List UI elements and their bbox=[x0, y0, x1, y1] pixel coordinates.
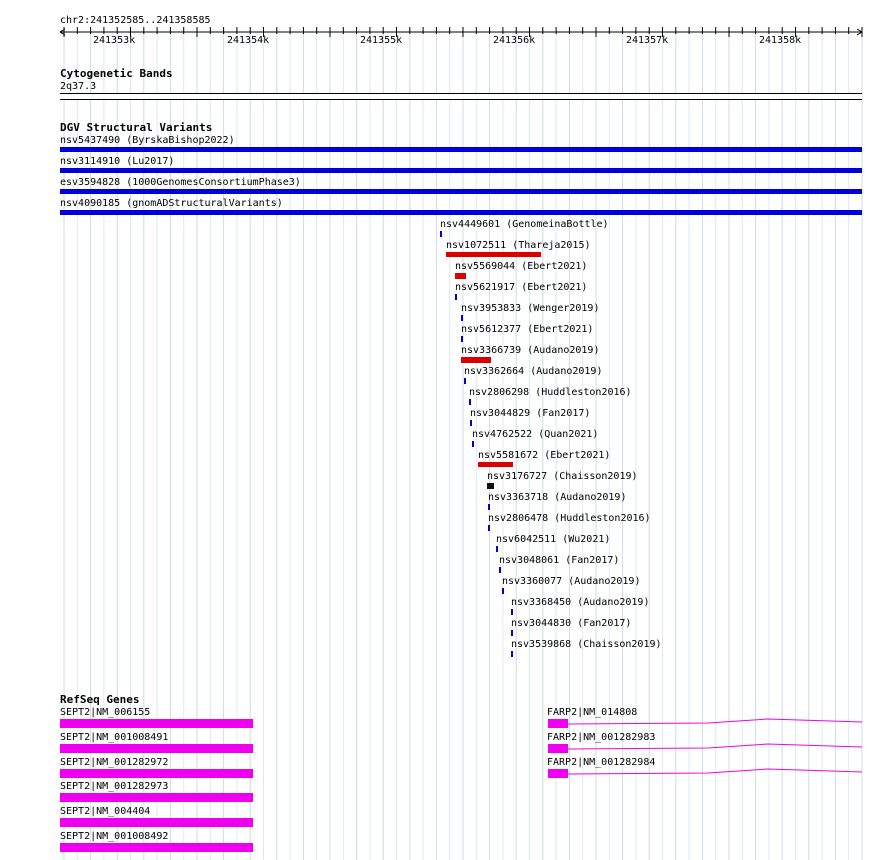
dgv-feature-label: esv3594828 (1000GenomesConsortiumPhase3) bbox=[60, 177, 301, 188]
dgv-feature-bar[interactable] bbox=[455, 294, 457, 300]
dgv-feature-bar[interactable] bbox=[60, 168, 862, 173]
dgv-feature-bar[interactable] bbox=[478, 462, 513, 467]
dgv-feature-bar[interactable] bbox=[60, 210, 862, 215]
dgv-feature-label: nsv5621917 (Ebert2021) bbox=[455, 282, 588, 293]
ruler-tick-label: 241354k bbox=[227, 35, 270, 46]
dgv-feature-bar[interactable] bbox=[472, 441, 474, 447]
dgv-feature-bar[interactable] bbox=[446, 252, 541, 257]
dgv-feature-label: nsv5437490 (ByrskaBishop2022) bbox=[60, 135, 235, 146]
refseq-gene-label: FARP2|NM_001282983 bbox=[547, 732, 656, 743]
dgv-feature-label: nsv3044830 (Fan2017) bbox=[511, 618, 632, 629]
dgv-feature-bar[interactable] bbox=[464, 378, 466, 384]
refseq-gene-label: SEPT2|NM_001008492 bbox=[60, 831, 169, 842]
ruler-tick-label: 241358k bbox=[759, 35, 802, 46]
ruler-tick-label: 241357k bbox=[626, 35, 669, 46]
refseq-gene-label: FARP2|NM_014808 bbox=[547, 707, 638, 718]
refseq-gene-exon[interactable] bbox=[60, 793, 253, 802]
dgv-feature-bar[interactable] bbox=[511, 630, 513, 636]
dgv-feature-label: nsv4449601 (GenomeinaBottle) bbox=[440, 219, 609, 230]
dgv-feature-bar[interactable] bbox=[440, 231, 442, 237]
refseq-gene-label: FARP2|NM_001282984 bbox=[547, 757, 656, 768]
dgv-feature-bar[interactable] bbox=[488, 525, 490, 531]
dgv-feature-label: nsv3539868 (Chaisson2019) bbox=[511, 639, 662, 650]
dgv-feature-label: nsv6042511 (Wu2021) bbox=[496, 534, 611, 545]
dgv-feature-bar[interactable] bbox=[496, 546, 498, 552]
refseq-gene-exon[interactable] bbox=[60, 719, 253, 728]
refseq-gene-exon[interactable] bbox=[60, 769, 253, 778]
refseq-gene-label: SEPT2|NM_004404 bbox=[60, 806, 151, 818]
ruler-range-label: chr2:241352585..241358585 bbox=[60, 15, 211, 26]
dgv-feature-label: nsv3044829 (Fan2017) bbox=[470, 408, 591, 419]
dgv-feature-label: nsv5569044 (Ebert2021) bbox=[455, 261, 588, 272]
dgv-feature-label: nsv3176727 (Chaisson2019) bbox=[487, 471, 638, 482]
dgv-feature-bar[interactable] bbox=[461, 357, 491, 363]
refseq-gene-exon[interactable] bbox=[60, 843, 253, 852]
refseq-gene-exon[interactable] bbox=[60, 744, 253, 753]
dgv-feature-bar[interactable] bbox=[455, 273, 466, 279]
ruler-tick-label: 241355k bbox=[360, 35, 403, 46]
refseq-gene-label: SEPT2|NM_006155 bbox=[60, 707, 151, 718]
dgv-feature-bar[interactable] bbox=[487, 483, 494, 489]
refseq-gene-label: SEPT2|NM_001282972 bbox=[60, 756, 169, 768]
dgv-feature-label: nsv5581672 (Ebert2021) bbox=[478, 450, 611, 461]
dgv-feature-label: nsv3368450 (Audano2019) bbox=[511, 597, 650, 608]
dgv-feature-label: nsv3953833 (Wenger2019) bbox=[461, 303, 600, 314]
dgv-feature-label: nsv4090185 (gnomADStructuralVariants) bbox=[60, 198, 283, 209]
refseq-gene-label: SEPT2|NM_001282973 bbox=[60, 781, 169, 793]
dgv-feature-bar[interactable] bbox=[60, 189, 862, 194]
refseq-gene-label: SEPT2|NM_001008491 bbox=[60, 731, 169, 743]
refseq-gene-intron[interactable] bbox=[568, 742, 868, 754]
dgv-feature-bar[interactable] bbox=[60, 147, 862, 152]
dgv-feature-label: nsv3048061 (Fan2017) bbox=[499, 555, 620, 566]
dgv-feature-label: nsv3362664 (Audano2019) bbox=[464, 366, 603, 377]
dgv-feature-bar[interactable] bbox=[461, 336, 463, 342]
refseq-gene-exon[interactable] bbox=[548, 769, 568, 778]
dgv-track-title: DGV Structural Variants bbox=[60, 121, 213, 134]
dgv-feature-bar[interactable] bbox=[461, 315, 463, 321]
ruler-tick-label: 241356k bbox=[493, 35, 536, 46]
dgv-feature-label: nsv4762522 (Quan2021) bbox=[472, 429, 599, 440]
dgv-feature-bar[interactable] bbox=[470, 420, 472, 426]
dgv-feature-bar[interactable] bbox=[488, 504, 490, 510]
dgv-feature-bar[interactable] bbox=[469, 399, 471, 405]
cytoband-label: 2q37.3 bbox=[60, 81, 97, 92]
cytoband-track-title: Cytogenetic Bands bbox=[60, 67, 173, 80]
dgv-feature-label: nsv3366739 (Audano2019) bbox=[461, 345, 600, 356]
dgv-feature-label: nsv2806298 (Huddleston2016) bbox=[469, 387, 632, 398]
refseq-gene-exon[interactable] bbox=[548, 744, 568, 753]
dgv-feature-bar[interactable] bbox=[511, 651, 513, 657]
refseq-gene-exon[interactable] bbox=[548, 719, 568, 728]
refseq-gene-intron[interactable] bbox=[568, 717, 868, 729]
dgv-feature-label: nsv3114910 (Lu2017) bbox=[60, 156, 175, 167]
dgv-feature-bar[interactable] bbox=[511, 609, 513, 615]
dgv-feature-label: nsv3363718 (Audano2019) bbox=[488, 492, 627, 503]
dgv-feature-bar[interactable] bbox=[502, 588, 504, 594]
dgv-feature-label: nsv2806478 (Huddleston2016) bbox=[488, 513, 651, 524]
refseq-gene-exon[interactable] bbox=[60, 818, 253, 827]
refseq-track-title: RefSeq Genes bbox=[60, 693, 140, 706]
cytoband-bar[interactable] bbox=[60, 93, 862, 100]
dgv-feature-label: nsv5612377 (Ebert2021) bbox=[461, 324, 594, 335]
dgv-feature-label: nsv3360077 (Audano2019) bbox=[502, 576, 641, 587]
ruler-tick-label: 241353k bbox=[93, 35, 136, 46]
dgv-feature-label: nsv1072511 (Thareja2015) bbox=[446, 240, 591, 251]
refseq-gene-intron[interactable] bbox=[568, 767, 868, 779]
dgv-feature-bar[interactable] bbox=[499, 567, 501, 573]
